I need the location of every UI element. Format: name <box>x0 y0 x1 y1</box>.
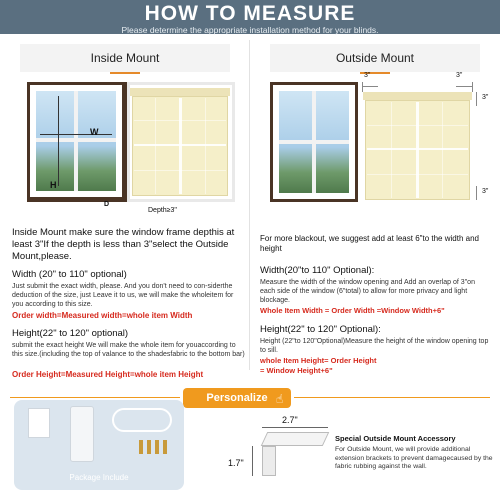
page-subtitle: Please determine the appropriate installation method for your blinds. <box>121 25 379 35</box>
depth-note: Depth≥3" <box>148 207 177 214</box>
overlap-top-right: 3" <box>456 72 463 79</box>
outside-height-heading: Height(22" to 120" Optional): <box>260 324 381 335</box>
hand-pointer-icon: ☝ <box>276 392 284 406</box>
overlap-right-top: 3" <box>482 94 489 101</box>
personalize-line-right <box>294 397 490 398</box>
width-arrow <box>40 134 112 135</box>
inside-width-formula: Order width=Measured width=whole item Width <box>12 311 193 320</box>
inside-height-formula: Order Height=Measured Height=whole item Height <box>12 370 204 379</box>
cord-icon <box>112 408 172 432</box>
inside-height-body: submit the exact height We will make the whole item for youaccording to this size.(including the top of valance to the shadesfabric to the bottom bar) <box>12 342 245 358</box>
inside-intro: Inside Mount make sure the window frame depthis at least 3"If the depth is less than 3"select the Outside Mount,please. <box>12 227 235 262</box>
bracket-top-plate <box>261 432 330 446</box>
inside-height-heading: Height(22" to 120" optional) <box>12 328 129 339</box>
overlap-top-left: 3" <box>364 72 371 79</box>
personalize-line-left <box>10 397 180 398</box>
outside-valance <box>363 92 472 100</box>
package-label: Package Include <box>69 473 129 482</box>
outside-height-formula-1: whole Item Height= Order Height <box>260 356 377 365</box>
inside-width-heading: Width (20" to 110" optional) <box>12 269 127 280</box>
inside-width-body: Just submit the exact width, please. And you don't need to con-siderthe deduction of the size, just Leave it to us, we will make the wholeitem for you according to this size. <box>12 283 234 308</box>
personalize-button[interactable] <box>183 388 291 408</box>
screw-icon <box>139 440 143 454</box>
header-banner <box>0 0 500 34</box>
bracket-side-plate <box>262 446 276 476</box>
inside-mount-title: Inside Mount <box>20 44 230 72</box>
outside-width-formula: Whole Item Width = Order Width =Window Width+6" <box>260 306 445 315</box>
valance <box>130 88 230 96</box>
package-box <box>14 400 184 490</box>
bracket-width-dim: 2.7" <box>282 415 298 425</box>
outside-height-formula-2: = Window Height+6" <box>260 366 333 375</box>
personalize-label: Personalize <box>206 392 268 404</box>
mount-clip-icon <box>70 406 94 462</box>
section-divider <box>249 40 250 370</box>
overlap-right-bottom: 3" <box>482 188 489 195</box>
height-arrow <box>58 96 59 186</box>
width-label: W <box>90 127 99 137</box>
outside-intro: For more blackout, we suggest add at least 6"to the width and height <box>260 234 479 253</box>
outside-height-body: Height (22"to 120"Optional)Measure the height of the window opening top to sill. <box>260 338 489 354</box>
accessory-body: For Outside Mount, we will provide additional extension brackets to prevent damagecaused by the fabric rubbing against the wall. <box>335 446 493 470</box>
outside-width-heading: Width(20"to 110" Optional): <box>260 265 375 276</box>
bracket-height-dim: 1.7" <box>228 458 244 468</box>
accessory-title: Special Outside Mount Accessory <box>335 434 456 443</box>
outside-mount-title: Outside Mount <box>270 44 480 72</box>
bracket-icon <box>28 408 50 438</box>
outside-width-body: Measure the width of the window opening and Add an overlap of 3"on each side of the window (6"total) to allow for more privacy and light blockage. <box>260 279 475 304</box>
page-title: HOW TO MEASURE <box>144 2 356 25</box>
depth-label-d: D <box>104 201 110 208</box>
height-label: H <box>50 180 57 190</box>
